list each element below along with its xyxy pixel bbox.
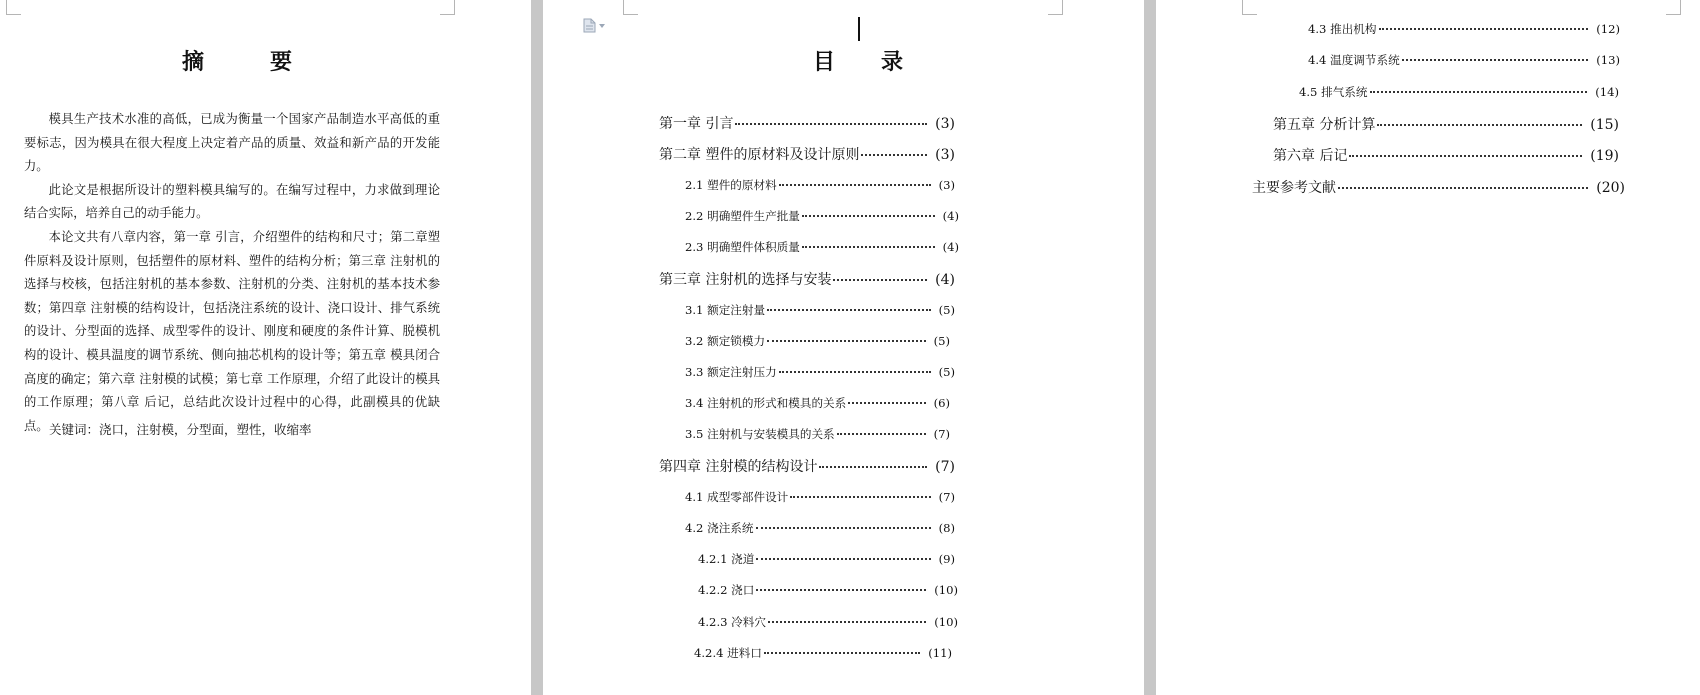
toc-entry[interactable]: 第五章 分析计算 (15) xyxy=(1273,113,1619,135)
abstract-body[interactable] xyxy=(24,108,440,438)
toc-entry[interactable]: 第三章 注射机的选择与安装 (4) xyxy=(659,268,955,290)
page-toc-continued xyxy=(1156,0,1700,695)
toc-entry[interactable]: 4.2.4 进料口 (11) xyxy=(694,643,952,665)
text-cursor xyxy=(858,17,860,41)
margin-mark xyxy=(1666,0,1681,15)
toc-entry[interactable]: 第一章 引言 (3) xyxy=(659,112,955,134)
margin-mark xyxy=(440,0,455,15)
toc-entry[interactable]: 4.1 成型零部件设计 (7) xyxy=(685,487,955,509)
toc-entry[interactable]: 2.2 明确塑件生产批量 (4) xyxy=(685,206,959,228)
abstract-paragraph[interactable]: 此论文是根据所设计的塑料模具编写的。在编写过程中，力求做到理论结合实际，培养自己的动手能力。 xyxy=(24,182,440,221)
toc-entry[interactable]: 4.2.1 浇道 (9) xyxy=(698,549,955,571)
toc-entry[interactable]: 2.3 明确塑件体积质量 (4) xyxy=(685,237,959,259)
page-toc xyxy=(543,0,1144,695)
toc-entry[interactable]: 3.5 注射机与安装模具的关系 (7) xyxy=(685,424,950,446)
margin-mark xyxy=(623,0,638,15)
abstract-title: 摘 要 xyxy=(182,49,292,75)
toc-entry[interactable]: 3.3 额定注射压力 (5) xyxy=(685,362,955,384)
toc-title: 目 录 xyxy=(813,49,903,75)
toc-entry[interactable]: 主要参考文献 (20) xyxy=(1252,176,1625,198)
toc-entry[interactable]: 4.3 推出机构 (12) xyxy=(1308,19,1620,41)
page-abstract xyxy=(0,0,531,695)
toc-entry[interactable]: 第二章 塑件的原材料及设计原则 (3) xyxy=(659,143,955,165)
toc-entry[interactable]: 3.2 额定锁模力 (5) xyxy=(685,331,950,353)
document-icon xyxy=(583,18,596,33)
toc-entry[interactable]: 4.2.2 浇口 (10) xyxy=(698,580,958,602)
margin-mark xyxy=(1048,0,1063,15)
abstract-paragraph[interactable]: 本论文共有八章内容，第一章 引言，介绍塑件的结构和尺寸；第二章塑件原料及设计原则，包括塑件的原材料、塑件的结构分析；第三章 注射机的选择与校核，包括注射机的基本参数、注射机的分类、注射机的基本技术参数；第四章 注射模的结构设计，包括浇注系统的设计、浇口设计、排气系统的设计、分型面的选择、成型零件的设计、刚度和硬度的条件计算、脱模机构的设计、模具温度的调节系统、侧向抽芯机构的设计等；第五章 模具闭合高度的确定；第六章 注射模的试模；第七章 工作原理，介绍了此设计的模具的工作原理；第八章 后记，总结此次设计过程中的心得，此副模具的优缺点。 xyxy=(24,229,440,433)
toc-entry[interactable]: 3.1 额定注射量 (5) xyxy=(685,300,955,322)
toc-entry[interactable]: 第六章 后记 (19) xyxy=(1273,144,1619,166)
toc-entry[interactable]: 4.5 排气系统 (14) xyxy=(1299,82,1619,104)
caret-down-icon xyxy=(599,24,605,28)
toc-entry[interactable]: 4.2.3 冷料穴 (10) xyxy=(698,612,958,634)
margin-mark xyxy=(6,0,21,15)
toc-entry[interactable]: 4.2 浇注系统 (8) xyxy=(685,518,955,540)
paste-options-button[interactable] xyxy=(583,18,605,33)
toc-entry[interactable]: 第四章 注射模的结构设计 (7) xyxy=(659,455,955,477)
toc-entry[interactable]: 3.4 注射机的形式和模具的关系 (6) xyxy=(685,393,950,415)
margin-mark xyxy=(1242,0,1257,15)
keywords-line[interactable]: 关键词：浇口，注射模，分型面，塑性，收缩率 xyxy=(49,422,312,437)
toc-entry[interactable]: 2.1 塑件的原材料 (3) xyxy=(685,175,955,197)
abstract-paragraph[interactable]: 模具生产技术水准的高低，已成为衡量一个国家产品制造水平高低的重要标志，因为模具在很大程度上决定着产品的质量、效益和新产品的开发能力。 xyxy=(24,112,440,174)
toc-entry[interactable]: 4.4 温度调节系统 (13) xyxy=(1308,50,1620,72)
